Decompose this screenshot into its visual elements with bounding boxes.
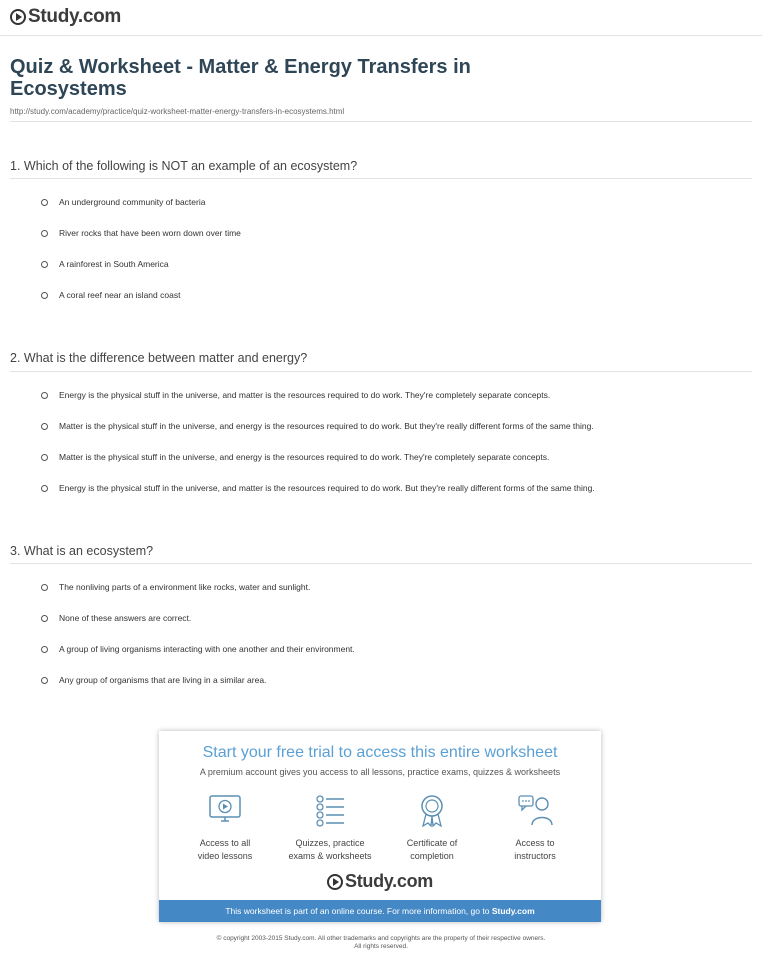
course-info-bar <box>159 900 601 922</box>
radio-button[interactable] <box>41 646 48 653</box>
instructor-icon <box>517 793 553 827</box>
copyright <box>0 935 762 951</box>
radio-button[interactable] <box>41 199 48 206</box>
question-1-option-d[interactable]: A coral reef near an island coast <box>41 288 180 302</box>
video-lesson-icon <box>207 793 243 827</box>
question-2-option-b[interactable]: Matter is the physical stuff in the universe, and energy is the resources required to do work. But they're really different forms of the same thing. <box>41 419 594 433</box>
promo-study-logo[interactable] <box>159 871 601 892</box>
question-3-option-c[interactable]: A group of living organisms interacting with one another and their environment. <box>41 642 355 656</box>
feature-label-line1: Access to <box>515 838 555 848</box>
question-3-title: 3. What is an ecosystem? <box>10 544 154 558</box>
radio-button[interactable] <box>41 230 48 237</box>
feature-label-line1: Access to all <box>199 838 251 848</box>
radio-button[interactable] <box>41 392 48 399</box>
page-url: http://study.com/academy/practice/quiz-worksheet-matter-energy-transfers-in-ecosystems.html <box>10 107 345 116</box>
question-3-divider <box>10 563 752 564</box>
feature-certificate <box>377 793 487 863</box>
feature-label-line2: completion <box>410 851 454 861</box>
copyright-line2: All rights reserved. <box>354 943 408 950</box>
radio-button[interactable] <box>41 454 48 461</box>
promo-heading[interactable]: Start your free trial to access this entire worksheet <box>202 744 558 761</box>
certificate-icon <box>414 793 450 827</box>
feature-label-line2: video lessons <box>197 851 253 861</box>
question-3-option-d[interactable]: Any group of organisms that are living in a similar area. <box>41 673 266 687</box>
question-1-option-c[interactable]: A rainforest in South America <box>41 257 169 271</box>
page-title: Quiz & Worksheet - Matter & Energy Transfers in Ecosystems <box>10 56 471 100</box>
question-2-divider <box>10 371 752 372</box>
question-3-option-b[interactable]: None of these answers are correct. <box>41 611 191 625</box>
promo-subheading: A premium account gives you access to all lessons, practice exams, quizzes & worksheets <box>199 767 561 777</box>
feature-quizzes <box>275 793 385 863</box>
copyright-line1: © copyright 2003-2015 Study.com. All other trademarks and copyrights are the property of their respective owners. <box>216 935 546 942</box>
feature-instructors <box>480 793 590 863</box>
question-2-option-a[interactable]: Energy is the physical stuff in the universe, and matter is the resources required to do work. They're completely separate concepts. <box>41 388 550 402</box>
radio-button[interactable] <box>41 292 48 299</box>
question-2-option-c[interactable]: Matter is the physical stuff in the universe, and energy is the resources required to do work. They're completely separate concepts. <box>41 450 549 464</box>
question-1-option-b[interactable]: River rocks that have been worn down over time <box>41 226 241 240</box>
feature-video-lessons <box>170 793 280 863</box>
study-link[interactable]: Study.com <box>491 906 535 916</box>
promo-logo-text: Study.com <box>345 871 433 891</box>
quiz-list-icon <box>312 793 348 827</box>
feature-label-line2: instructors <box>514 851 556 861</box>
header-divider <box>0 35 762 36</box>
radio-button[interactable] <box>41 423 48 430</box>
radio-button[interactable] <box>41 584 48 591</box>
question-2-option-d[interactable]: Energy is the physical stuff in the universe, and matter is the resources required to do work. But they're really different forms of the same thing. <box>41 481 595 495</box>
question-1-title: 1. Which of the following is NOT an example of an ecosystem? <box>10 159 358 173</box>
course-info-text: This worksheet is part of an online course. For more information, go to <box>225 906 492 916</box>
title-divider <box>10 121 752 122</box>
feature-label-line2: exams & worksheets <box>288 851 372 861</box>
feature-label-line1: Certificate of <box>406 838 458 848</box>
feature-label-line1: Quizzes, practice <box>295 838 365 848</box>
free-trial-promo <box>159 731 601 922</box>
logo-text: Study.com <box>28 6 122 27</box>
play-circle-icon <box>327 874 343 890</box>
play-circle-icon <box>10 9 26 25</box>
radio-button[interactable] <box>41 615 48 622</box>
radio-button[interactable] <box>41 485 48 492</box>
radio-button[interactable] <box>41 261 48 268</box>
question-1-divider <box>10 178 752 179</box>
question-3-option-a[interactable]: The nonliving parts of a environment like rocks, water and sunlight. <box>41 580 310 594</box>
question-2-title: 2. What is the difference between matter and energy? <box>10 351 308 365</box>
study-logo[interactable] <box>10 6 121 28</box>
radio-button[interactable] <box>41 677 48 684</box>
question-1-option-a[interactable]: An underground community of bacteria <box>41 195 205 209</box>
